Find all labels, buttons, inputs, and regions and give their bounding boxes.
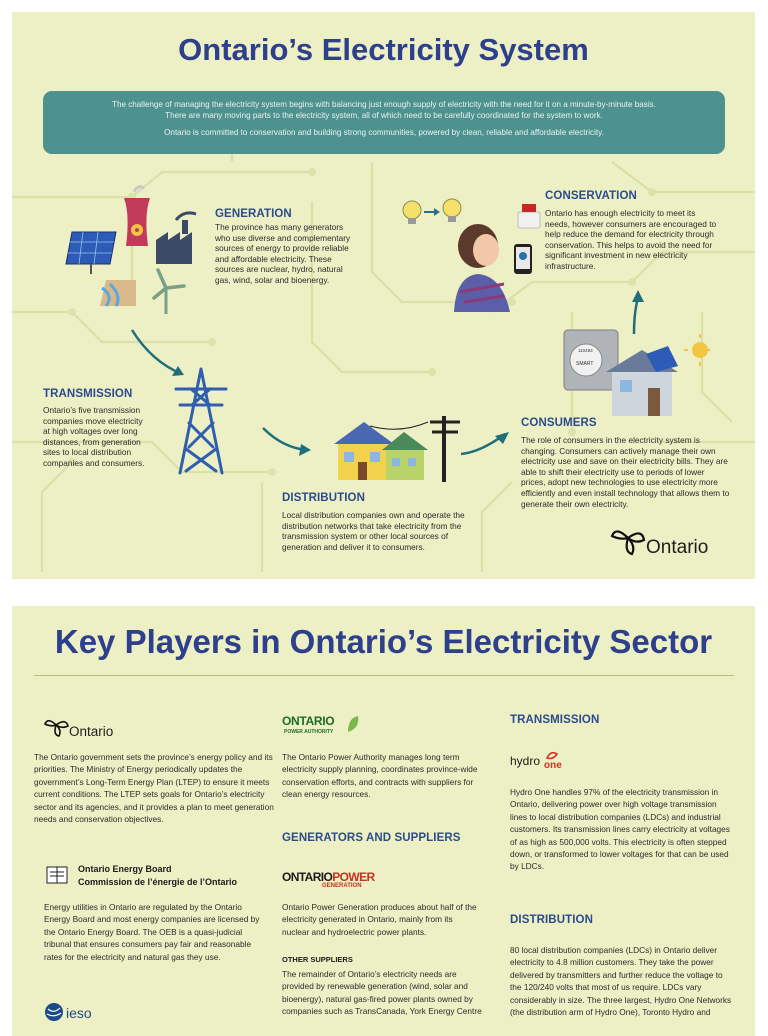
oeb-crest-icon <box>44 864 70 886</box>
wind-turbine-icon <box>154 270 184 314</box>
opg-wordmark-b: POWER <box>332 870 375 884</box>
ontario-wordmark-small: Ontario <box>69 724 114 739</box>
other-suppliers-heading: OTHER SUPPLIERS <box>282 955 353 964</box>
ieso-wordmark: ieso <box>66 1005 92 1021</box>
lightbulb-icon <box>403 199 461 224</box>
distribution-heading: DISTRIBUTION <box>282 492 365 504</box>
meter-reading: 110493 <box>578 348 593 353</box>
ontario-logo-small <box>44 714 164 738</box>
ontario-government-text: The Ontario government sets the province’s energy policy and its priorities. The Ministry of Energy periodically updates the government’s Long-Term Energy Plan (LTEP) to ensure it meets current conditions. The LTEP sets goals for Ontario’s electricity sector and its agencies, and it provides a plan to meet generation needs and conservation objectives. <box>34 752 274 825</box>
generation-heading: GENERATION <box>215 208 292 220</box>
house-icon <box>382 432 428 480</box>
smartphone-icon <box>514 244 532 274</box>
trillium-icon <box>610 522 650 556</box>
opa-text: The Ontario Power Authority manages long term electricity supply planning, coordinates province-wide conservation efforts, and contracts with suppliers for clean energy resources. <box>282 752 478 800</box>
transmission-text: Ontario’s five transmission companies move electricity at high voltages over long distances, from generation sites to local distribution companies and consumers. <box>43 405 145 468</box>
meter-label: SMART <box>576 361 594 367</box>
intro-line-2: There are many moving parts to the electricity system, all of which need to be carefully coordinated for the system to work. <box>165 111 603 121</box>
opg-wordmark-a: ONTARIO <box>282 870 333 884</box>
consumers-text: The role of consumers in the electricity system is changing. Consumers can actively manage their own electricity use and save on their electricity bills. They are able to shift their electricity use to periods of lower prices, adopt new technologies to use electricity more efficiently and even install technology that allows them to generate their own electricity. <box>521 435 730 509</box>
thermostat-icon <box>518 204 540 228</box>
sun-icon <box>684 334 710 366</box>
arrow-distribution-to-consumers <box>457 424 517 464</box>
ontario-logo <box>610 522 730 562</box>
transmission-key-heading: TRANSMISSION <box>510 714 600 726</box>
consumer-home-illustration <box>560 328 710 428</box>
consumers-heading: CONSUMERS <box>521 417 597 429</box>
arrow-transmission-to-distribution <box>257 422 317 462</box>
distribution-key-text: 80 local distribution companies (LDCs) in Ontario deliver electricity to 4.8 million customers. They take the power delivered by transmitters and further reduce the voltage to the 120/240 volts that most of us require. LDCs vary considerably in size. The three largest, Hydro One Networks (the distribution arm of Hydro One), Toronto Hydro and <box>510 945 732 1018</box>
nuclear-plant-icon <box>124 187 150 246</box>
distribution-houses-illustration <box>330 410 470 486</box>
factory-icon <box>156 213 196 264</box>
ieso-globe-icon <box>44 1002 64 1022</box>
opg-subtitle: GENERATION <box>322 883 362 889</box>
leaf-icon <box>346 714 360 734</box>
oeb-text: Energy utilities in Ontario are regulated by the Ontario Energy Board and most energy companies are licensed by the Ontario Energy Board. The OEB is a quasi-judicial tribunal that ensures consumers pay fair and reasonable rates for the electricity and natural gas they use. <box>44 902 260 962</box>
intro-line-1: The challenge of managing the electricity system begins with balancing just enough supply of electricity with the need for it on a minute-by-minute basis. <box>112 100 656 109</box>
intro-line-3: Ontario is committed to conservation and building strong communities, powered by clean, reliable and affordable electricity. <box>164 128 604 138</box>
house-icon <box>334 422 394 480</box>
transmission-tower-icon <box>172 367 230 477</box>
person-icon <box>454 224 510 312</box>
page-title: Ontario’s Electricity System <box>178 32 589 67</box>
hydro-one-swirl-icon <box>545 750 559 762</box>
intro-banner <box>43 91 725 154</box>
key-players-title: Key Players in Ontario’s Electricity Sector <box>54 623 713 660</box>
key-players-panel <box>12 606 755 1036</box>
hydro-one-logo <box>510 750 590 776</box>
distribution-key-heading: DISTRIBUTION <box>510 914 593 926</box>
electricity-system-panel <box>12 12 755 579</box>
transmission-key-text: Hydro One handles 97% of the electricity transmission in Ontario, delivering power over high voltage transmission lines to local distribution companies (LDCs) and industrial customers. Its transmission lines carry electricity at voltages of as high as 500,000 volts. This electricity is often stepped down, or transformed to lower voltages for that can be used by LDCs. <box>510 787 730 872</box>
trillium-icon <box>44 714 72 738</box>
conservation-heading: CONSERVATION <box>545 190 637 202</box>
transmission-heading: TRANSMISSION <box>43 388 133 400</box>
ontario-wordmark: Ontario <box>646 537 709 558</box>
oeb-name-en: Ontario Energy Board <box>78 864 172 874</box>
title-divider <box>34 675 734 676</box>
hydro-dam-icon <box>100 280 136 306</box>
hydro-one-wordmark-b: one <box>544 760 562 771</box>
oeb-name-fr: Commission de l’énergie de l’Ontario <box>78 877 238 887</box>
opg-logo <box>282 868 375 896</box>
conservation-text: Ontario has enough electricity to meet its needs, however consumers are encouraged to help reduce the demand for electricity through conservation. This helps to avoid the need for significant investment in new electricity infrastructure. <box>545 208 717 271</box>
generation-text: The province has many generators who use diverse and complementary sources of energy to provide reliable and affordable electricity. These sources are nuclear, hydro, natural gas, wind, solar and bioenergy. <box>215 222 351 285</box>
solar-panel-icon <box>66 232 116 274</box>
distribution-text: Local distribution companies own and operate the distribution networks that take electricity from the transmission system or other local sources of generation and deliver it to consumers. <box>282 510 465 552</box>
opa-wordmark: ONTARIO <box>282 714 335 728</box>
generators-heading: GENERATORS AND SUPPLIERS <box>282 832 461 844</box>
conservation-illustration <box>394 184 544 312</box>
opa-logo <box>282 714 372 742</box>
other-suppliers-text: The remainder of Ontario’s electricity needs are provided by renewable generation (wind, solar and bioenergy), natural gas-fired power plants owned by companies such as TransCanada, York Energy Centre <box>282 969 482 1017</box>
generation-sources-illustration <box>64 184 204 314</box>
opg-text: Ontario Power Generation produces about half of the electricity generated in Ontario, mainly from its nuclear and hydroelectric power plants. <box>282 902 477 937</box>
smart-meter-icon <box>564 330 618 390</box>
opa-subtitle: POWER AUTHORITY <box>284 729 334 735</box>
ieso-logo <box>44 1002 124 1024</box>
hydro-one-wordmark-a: hydro <box>510 754 541 768</box>
